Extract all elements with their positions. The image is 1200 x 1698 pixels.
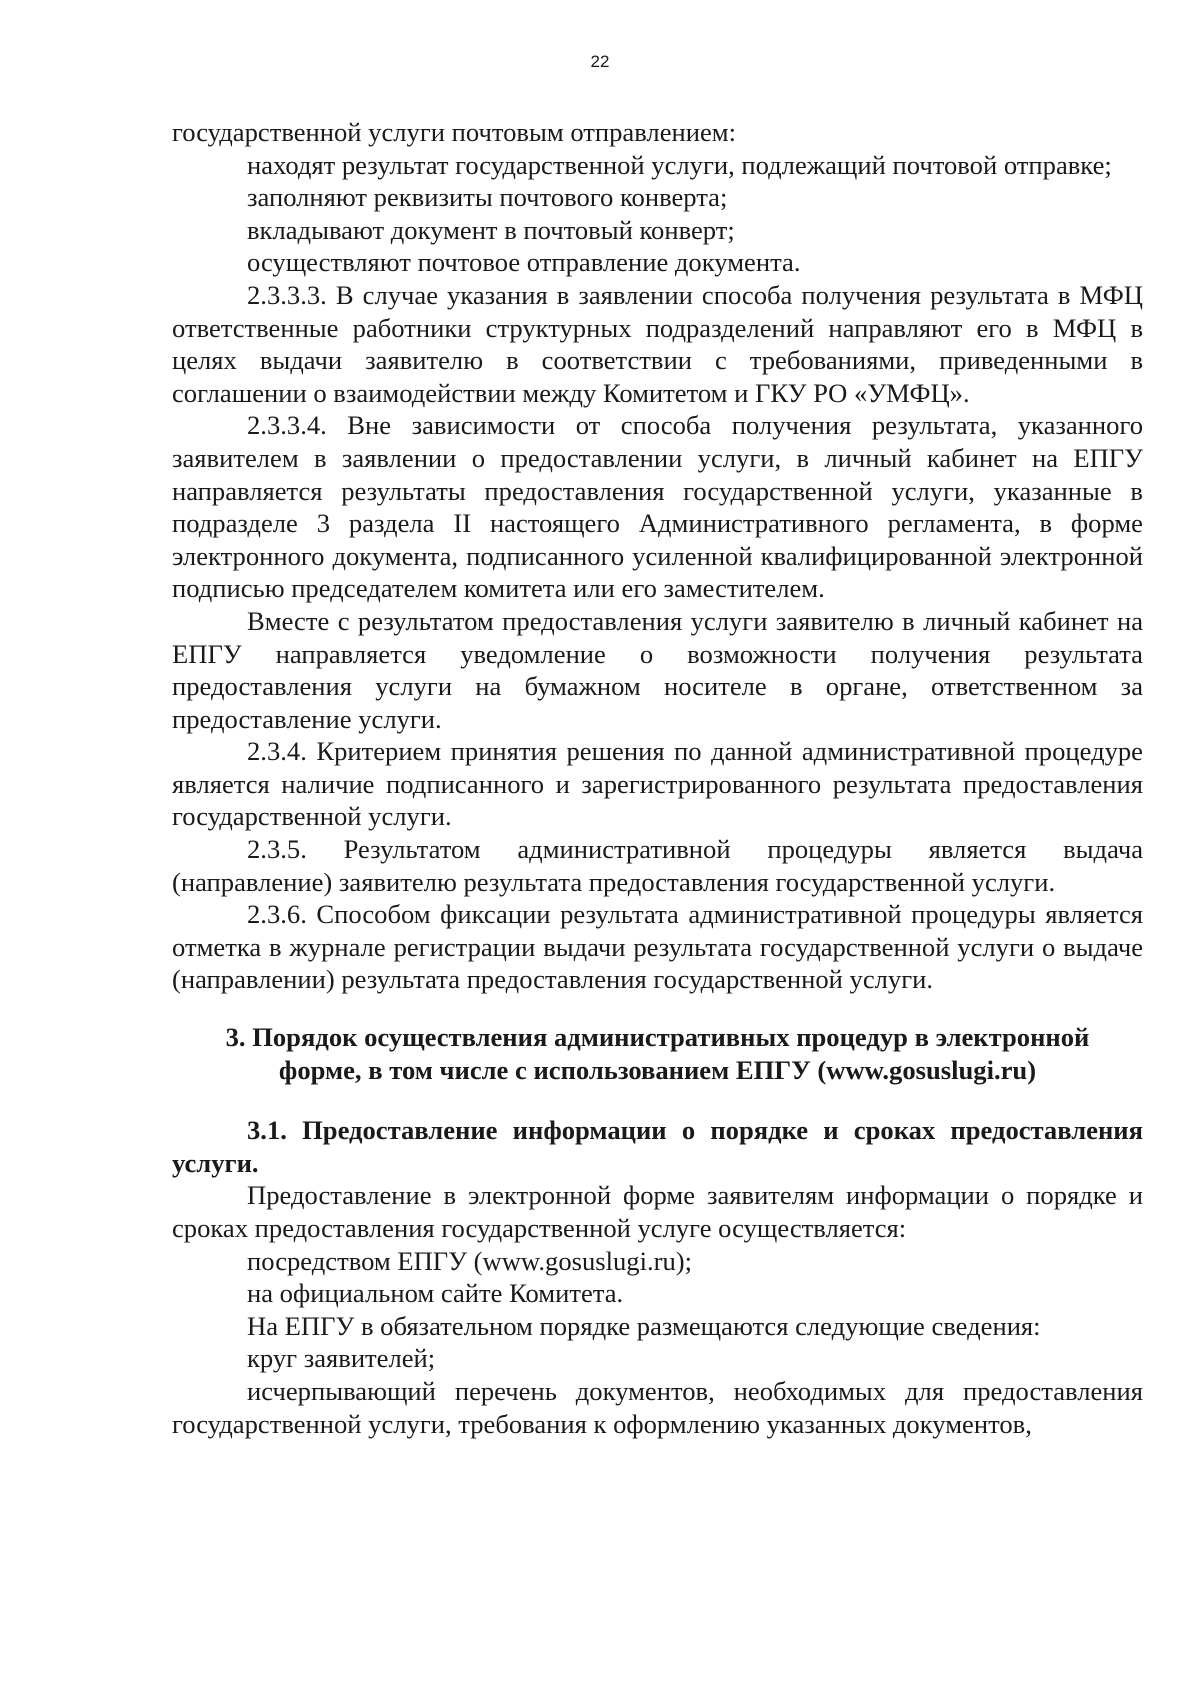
paragraph: Предоставление в электронной форме заявителям информации о порядке и сроках предоставления государственной услуге осуществляется: xyxy=(172,1180,1143,1243)
paragraph: 2.3.3.3. В случае указания в заявлении способа получения результата в МФЦ ответственные работники структурных подразделений направляют его в МФЦ в целях выдачи заявителю в соответствии с требованиями, приведенными в соглашении о взаимодействии между Комитетом и ГКУ РО «УМФЦ». xyxy=(172,279,1143,408)
paragraph: на официальном сайте Комитета. xyxy=(247,1278,624,1309)
paragraph: осуществляют почтовое отправление документа. xyxy=(247,247,801,278)
paragraph: Вместе с результатом предоставления услуги заявителю в личный кабинет на ЕПГУ направляется уведомление о возможности получения результата предоставления услуги на бумажном носителе в органе, ответственном за предоставление услуги. xyxy=(172,605,1143,734)
paragraph: посредством ЕПГУ (www.gosuslugi.ru); xyxy=(247,1245,693,1276)
paragraph: 2.3.3.4. Вне зависимости от способа получения результата, указанного заявителем в заявлении о предоставлении услуги, в личный кабинет на ЕПГУ направляется результаты предоставления государственной услуги, указанные в подразделе 3 раздела II настоящего Административного регламента, в форме электронного документа, подписанного усиленной квалифицированной электронной подписью председателем комитета или его заместителем. xyxy=(172,410,1143,604)
paragraph: 2.3.5. Результатом административной процедуры является выдача (направление) заявителю результата предоставления государственной услуги. xyxy=(172,834,1143,897)
paragraph: На ЕПГУ в обязательном порядке размещаются следующие сведения: xyxy=(247,1310,1041,1341)
subsection-heading: 3.1. Предоставление информации о порядке и сроках предоставления услуги. xyxy=(172,1115,1143,1178)
section-heading-line: 3. Порядок осуществления административных процедур в электронной xyxy=(225,1022,1090,1053)
paragraph-group-2 xyxy=(172,1179,1143,1440)
section-heading-line: форме, в том числе с использованием ЕПГУ (www.gosuslugi.ru) xyxy=(278,1054,1037,1085)
paragraph: вкладывают документ в почтовый конверт; xyxy=(247,214,735,245)
page-number: 22 xyxy=(590,52,610,71)
paragraph: заполняют реквизиты почтового конверта; xyxy=(247,182,728,213)
paragraph: находят результат государственной услуги, подлежащий почтовой отправке; xyxy=(247,149,1112,180)
document-body xyxy=(172,116,1143,1440)
paragraph-group-1 xyxy=(172,116,1143,996)
paragraph: круг заявителей; xyxy=(247,1343,436,1374)
paragraph: 2.3.6. Способом фиксации результата административной процедуры является отметка в журнале регистрации выдачи результата государственной услуги о выдаче (направлении) результата предоставления государственной услуги. xyxy=(172,899,1143,995)
paragraph: исчерпывающий перечень документов, необходимых для предоставления государственной услуги, требования к оформлению указанных документов, xyxy=(172,1375,1143,1439)
paragraph: 2.3.4. Критерием принятия решения по данной административной процедуре является наличие подписанного и зарегистрированного результата предоставления государственной услуги. xyxy=(172,736,1143,832)
section-heading xyxy=(172,1021,1143,1086)
paragraph: государственной услуги почтовым отправлением: xyxy=(172,117,736,147)
